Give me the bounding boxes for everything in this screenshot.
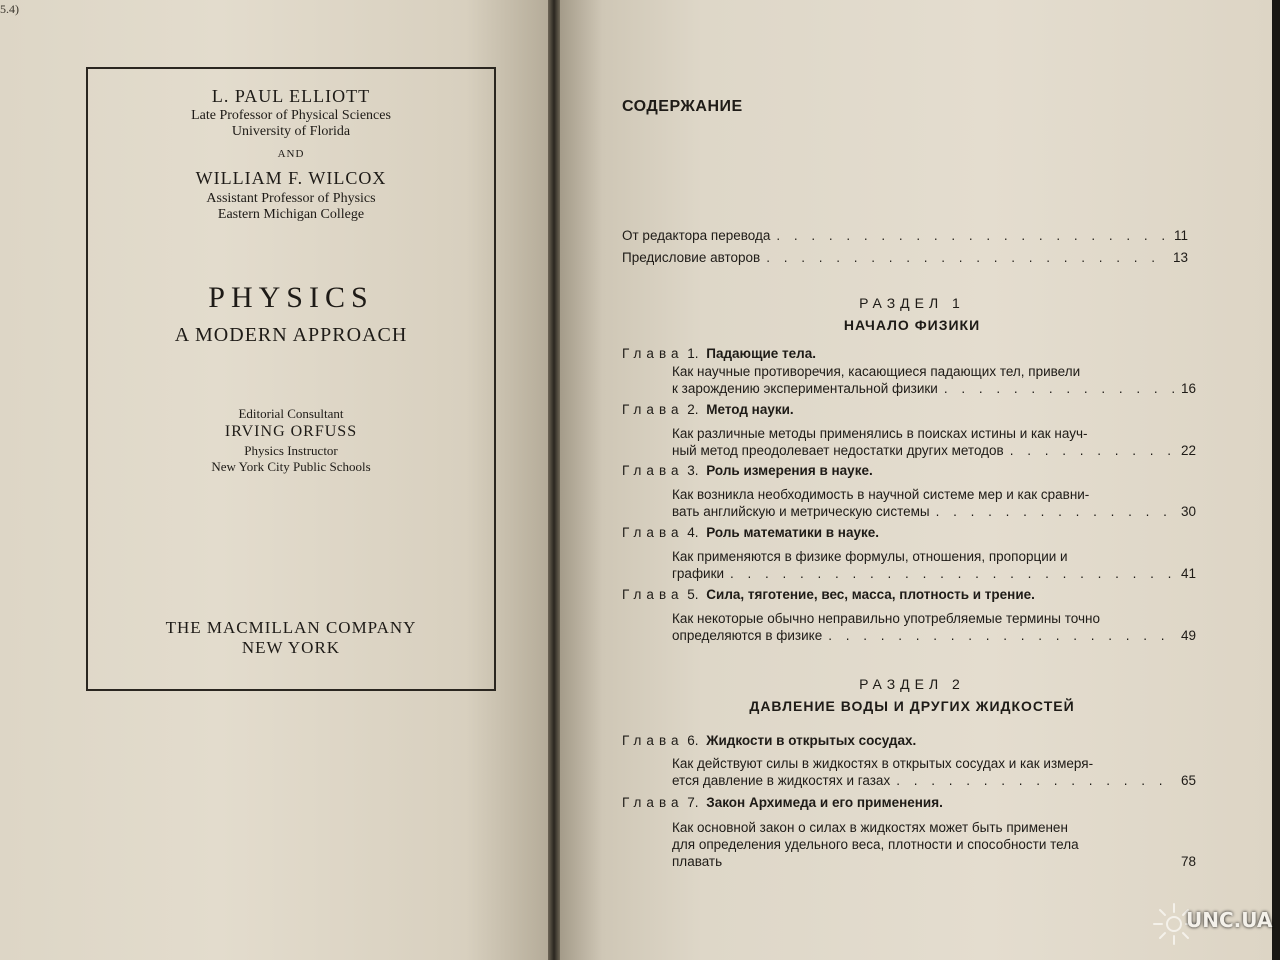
title-page-frame <box>86 67 496 691</box>
toc-page-number: 78 <box>1180 854 1196 869</box>
chapter-word: Глава <box>622 733 684 748</box>
section-2-label: РАЗДЕЛ 2 <box>859 676 965 692</box>
right-page <box>560 0 1272 960</box>
dot-leader <box>730 566 1175 581</box>
dot-leader <box>896 773 1175 788</box>
chapter-1-desc-line-1: Как научные противоречия, касающиеся падающих тел, привели <box>672 364 1081 379</box>
editor-affiliation-line-1: Physics Instructor <box>244 443 338 458</box>
chapter-desc-text: графики <box>672 566 725 581</box>
chapter-2-heading <box>622 402 794 417</box>
chapter-title: Роль измерения в науке. <box>706 463 873 478</box>
chapter-desc-text: вать английскую и метрическую системы <box>672 504 930 519</box>
chapter-word: Глава <box>622 525 684 540</box>
toc-entry-label: От редактора перевода <box>622 228 771 243</box>
chapter-7-desc-line-3 <box>672 854 1196 869</box>
toc-page-number: 30 <box>1180 504 1196 519</box>
chapter-word: Глава <box>622 795 684 810</box>
and-conjunction: AND <box>277 148 305 160</box>
publisher-name: THE MACMILLAN COMPANY <box>165 618 417 637</box>
section-2-title: ДАВЛЕНИЕ ВОДЫ И ДРУГИХ ЖИДКОСТЕЙ <box>749 698 1075 714</box>
author-2-name: WILLIAM F. WILCOX <box>195 168 387 188</box>
dot-leader <box>766 250 1167 265</box>
dot-leader <box>1010 443 1175 458</box>
chapter-4-desc-line-1: Как применяются в физике формулы, отношения, пропорции и <box>672 549 1068 564</box>
chapter-desc-text: к зарождению экспериментальной физики <box>672 381 938 396</box>
author-1-affiliation-line-2: University of Florida <box>231 124 351 139</box>
editor-name: IRVING ORFUSS <box>224 423 358 440</box>
chapter-number: 2. <box>687 402 699 417</box>
chapter-7-desc-line-2: для определения удельного веса, плотности и способности тела <box>672 837 1079 852</box>
chapter-3-desc-line-1: Как возникла необходимость в научной системе мер и как сравни- <box>672 487 1090 502</box>
chapter-desc-text: ный метод преодолевает недостатки других методов <box>672 443 1004 458</box>
publisher-city: NEW YORK <box>241 638 341 657</box>
chapter-word: Глава <box>622 346 684 361</box>
toc-page-number: 22 <box>1180 443 1196 458</box>
chapter-number: 4. <box>687 525 699 540</box>
chapter-1-heading <box>622 346 816 361</box>
toc-entry-label: Предисловие авторов <box>622 250 761 265</box>
chapter-6-heading <box>622 733 916 748</box>
toc-entry-front-2 <box>622 250 1188 265</box>
chapter-title: Жидкости в открытых сосудах. <box>706 733 917 748</box>
chapter-7-desc-line-1: Как основной закон о силах в жидкостях может быть применен <box>672 820 1068 835</box>
watermark <box>1150 896 1272 952</box>
book-gutter <box>548 0 560 960</box>
toc-page-number: 49 <box>1180 628 1196 643</box>
chapter-title: Падающие тела. <box>706 346 816 361</box>
toc-page-number: 13 <box>1172 250 1188 265</box>
chapter-5-desc-line-2 <box>672 628 1196 643</box>
chapter-number: 5. <box>687 587 699 602</box>
chapter-desc-text: плавать <box>672 854 723 869</box>
author-2-affiliation-line-1: Assistant Professor of Physics <box>206 191 376 206</box>
chapter-number: 7. <box>687 795 699 810</box>
toc-page-number: 41 <box>1180 566 1196 581</box>
dot-leader <box>936 504 1175 519</box>
author-1-name: L. PAUL ELLIOTT <box>211 86 371 106</box>
author-1-affiliation-line-1: Late Professor of Physical Sciences <box>191 108 391 123</box>
chapter-title: Сила, тяготение, вес, масса, плотность и трение. <box>706 587 1035 602</box>
dot-leader <box>828 628 1175 643</box>
chapter-2-desc-line-1: Как различные методы применялись в поисках истины и как науч- <box>672 426 1088 441</box>
toc-entry-front-1 <box>622 228 1188 243</box>
chapter-2-desc-line-2 <box>672 443 1196 458</box>
chapter-title: Роль математики в науке. <box>706 525 879 540</box>
chapter-3-desc-line-2 <box>672 504 1196 519</box>
corner-mark: 5.4) <box>0 2 19 16</box>
chapter-3-heading <box>622 463 873 478</box>
toc-heading: СОДЕРЖАНИЕ <box>622 98 743 115</box>
chapter-4-desc-line-2 <box>672 566 1196 581</box>
dot-leader <box>776 228 1168 243</box>
chapter-7-heading <box>622 795 943 810</box>
chapter-number: 6. <box>687 733 699 748</box>
toc-page-number: 65 <box>1180 773 1196 788</box>
chapter-5-heading <box>622 587 1035 602</box>
toc-page-number: 11 <box>1173 228 1188 243</box>
chapter-5-desc-line-1: Как некоторые обычно неправильно употребляемые термины точно <box>672 611 1100 626</box>
author-2-affiliation-line-2: Eastern Michigan College <box>217 207 365 222</box>
chapter-desc-text: определяются в физике <box>672 628 823 643</box>
chapter-number: 1. <box>687 346 699 361</box>
editor-affiliation-line-2: New York City Public Schools <box>211 459 371 474</box>
chapter-6-desc-line-2 <box>672 773 1196 788</box>
book-subtitle: A MODERN APPROACH <box>174 324 408 346</box>
book-title: PHYSICS <box>208 281 374 314</box>
section-1-label: РАЗДЕЛ 1 <box>859 295 965 311</box>
editorial-role: Editorial Consultant <box>238 406 344 421</box>
chapter-number: 3. <box>687 463 699 478</box>
section-1-title: НАЧАЛО ФИЗИКИ <box>843 317 981 333</box>
chapter-1-desc-line-2 <box>672 381 1196 396</box>
chapter-title: Закон Архимеда и его применения. <box>706 795 943 810</box>
chapter-desc-text: ется давление в жидкостях и газах <box>672 773 891 788</box>
chapter-word: Глава <box>622 587 684 602</box>
watermark-text: UNC.UA <box>1186 908 1273 932</box>
chapter-word: Глава <box>622 463 684 478</box>
chapter-4-heading <box>622 525 879 540</box>
chapter-word: Глава <box>622 402 684 417</box>
chapter-6-desc-line-1: Как действуют силы в жидкостях в открытых сосудах и как измеря- <box>672 756 1094 771</box>
dot-leader <box>944 381 1175 396</box>
chapter-title: Метод науки. <box>706 402 794 417</box>
toc-page-number: 16 <box>1180 381 1196 396</box>
